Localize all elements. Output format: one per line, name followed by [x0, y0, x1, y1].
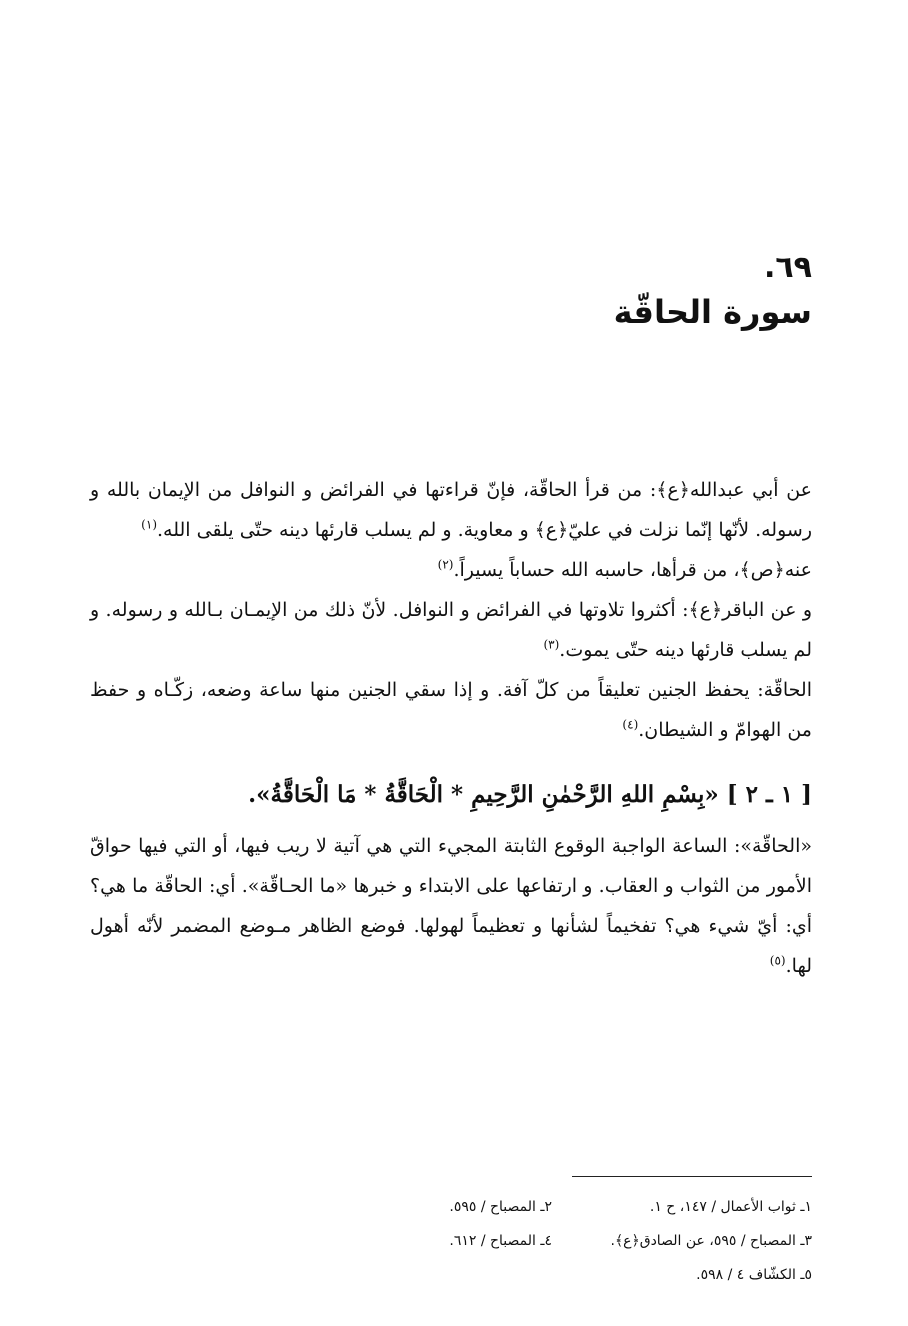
footnote-row: [292, 1258, 812, 1292]
footnote-ref[interactable]: (٢): [437, 557, 454, 572]
footnote-item: ٥ـ الكشّاف ٤ / ٥٩٨.: [696, 1267, 812, 1283]
commentary-text: «الحاقّة»: الساعة الواجبة الوقوع الثابتة المجيء التي هي آتية لا ريب فيها، أو التي فيها حواقّ الأمور من الثواب و العقاب. و ارتفاعها على الابتداء و خبرها «ما الحـاقّة». أي: الحاقّة ما هي؟ أي: أيّ شيء هي؟ تفخيماً لشأنها و تعظيماً لهولها. فوضع الظاهر مـوضع المضمر لأنّه أهول لها.: [90, 835, 812, 977]
paragraph: [90, 470, 812, 550]
footnote-ref[interactable]: (٤): [622, 717, 639, 732]
footnote-item: ٤ـ المصباح / ٦١٢.: [449, 1233, 552, 1249]
commentary-paragraph: [90, 826, 812, 986]
chapter-title: سورة الحاقّة: [613, 293, 812, 331]
paragraph: [90, 550, 812, 590]
footnote-item: ١ـ ثواب الأعمال / ١٤٧، ح ١.: [649, 1199, 812, 1215]
paragraph-text: و عن الباقر﴿ع﴾: أكثروا تلاوتها في الفرائض و النوافل. لأنّ ذلك من الإيمـان بـالله و رسوله. و لم يسلب قارئها دينه حتّى يموت.: [90, 599, 812, 661]
footnote-item: ٣ـ المصباح / ٥٩٥، عن الصادق﴿ع﴾.: [610, 1233, 812, 1249]
footnote-ref[interactable]: (٥): [769, 953, 786, 968]
footnote-divider: [572, 1176, 812, 1177]
paragraph: [90, 590, 812, 670]
footnote-ref[interactable]: (١): [141, 517, 157, 532]
paragraph-text: عنه﴿ص﴾، من قرأها، حاسبه الله حساباً يسيراً.: [453, 559, 812, 581]
footnote-item: ٢ـ المصباح / ٥٩٥.: [449, 1199, 552, 1215]
chapter-number: ٦٩.: [763, 250, 812, 285]
footnote-row: [292, 1224, 812, 1258]
footnote-ref[interactable]: (٣): [543, 637, 560, 652]
paragraph: [90, 670, 812, 750]
footnote-row: [292, 1190, 812, 1224]
paragraph-text: الحاقّة: يحفظ الجنين تعليقاً من كلّ آفة. و إذا سقي الجنين منها ساعة وضعه، زكّـاه و حفظ من الهوامّ و الشيطان.: [90, 679, 812, 741]
body-text: [90, 470, 812, 986]
verse-heading: [ ١ ـ ٢ ] «بِسْمِ اللهِ الرَّحْمٰنِ الرَّحِيمِ * الْحَاقَّةُ * مَا الْحَاقَّةُ».: [248, 781, 812, 808]
footnotes: [292, 1190, 812, 1292]
paragraph-text: عن أبي عبدالله﴿ع﴾: من قرأ الحاقّة، فإنّ قراءتها في الفرائض و النوافل من الإيمان بالله و رسوله. لأنّها إنّما نزلت في عليّ﴿ع﴾ و معاوية. و لم يسلب قارئها دينه حتّى يلقى الله.: [90, 479, 812, 541]
